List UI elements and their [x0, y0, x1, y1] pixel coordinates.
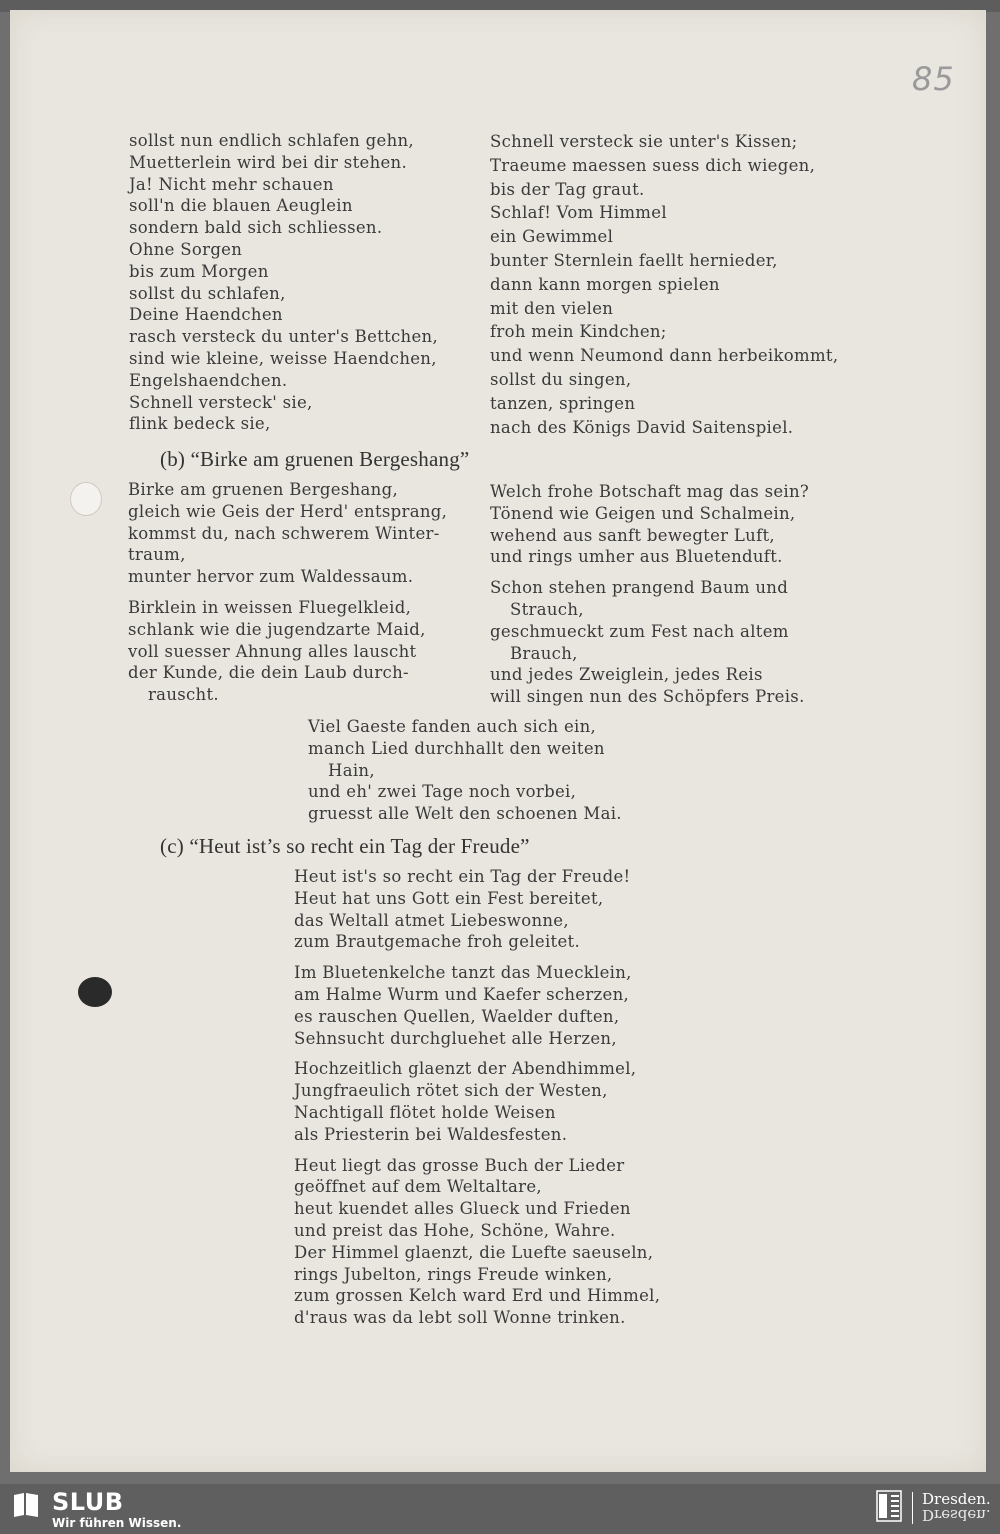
verse-line: Brauch, — [510, 643, 578, 663]
verse-line: bis zum Morgen — [129, 261, 269, 281]
verse-line: Schlaf! Vom Himmel — [490, 203, 667, 223]
verse-line: dann kann morgen spielen — [490, 274, 720, 294]
verse-line: und eh' zwei Tage noch vorbei, — [308, 782, 577, 802]
verse-line: Nachtigall flötet holde Weisen — [294, 1102, 556, 1122]
verse-line: Hain, — [328, 760, 375, 780]
verse-line: Schnell versteck sie unter's Kissen; — [490, 132, 798, 151]
verse-line: am Halme Wurm und Kaefer scherzen, — [294, 984, 630, 1004]
verse-line: voll suesser Ahnung alles lauscht — [128, 641, 417, 661]
section-b-heading: (b) “Birke am gruenen Bergeshang” — [160, 447, 470, 471]
section-b-left-column — [128, 479, 447, 706]
slub-tagline: Wir führen Wissen. — [52, 1516, 182, 1530]
verse-line: sollst du schlafen, — [129, 283, 286, 303]
verse-line: traum, — [128, 545, 186, 565]
verse-line: Deine Haendchen — [129, 305, 283, 325]
dresden-wordmark-mirror: Dresden. — [922, 1506, 991, 1524]
verse-line: Schnell versteck' sie, — [129, 392, 313, 412]
footer-bar — [0, 1484, 1000, 1534]
punch-hole-lower — [78, 977, 112, 1007]
verse-line: munter hervor zum Waldessaum. — [128, 567, 414, 587]
verse-line: Jungfraeulich rötet sich der Westen, — [294, 1081, 608, 1101]
verse-line: manch Lied durchhallt den weiten — [308, 738, 605, 758]
verse-line: bunter Sternlein faellt hernieder, — [490, 250, 778, 270]
verse-line: und rings umher aus Bluetenduft. — [490, 547, 783, 567]
document-page — [10, 10, 986, 1472]
verse-line: wehend aus sanft bewegter Luft, — [490, 525, 775, 545]
verse-line: der Kunde, die dein Laub durch- — [128, 663, 409, 683]
verse-line: nach des Königs David Saitenspiel. — [490, 417, 794, 437]
verse-line: rauscht. — [148, 685, 219, 705]
verse-line: Traeume maessen suess dich wiegen, — [490, 155, 816, 175]
verse-line: ein Gewimmel — [490, 227, 614, 247]
verse-line: kommst du, nach schwerem Winter- — [128, 523, 440, 543]
slub-name: SLUB — [52, 1488, 124, 1516]
dresden-wordmark: Dresden. — [922, 1490, 991, 1508]
verse-line: Muetterlein wird bei dir stehen. — [129, 152, 408, 172]
verse-line: froh mein Kindchen; — [490, 322, 667, 342]
verse-line: geöffnet auf dem Weltaltare, — [294, 1177, 542, 1197]
verse-line: d'raus was da lebt soll Wonne trinken. — [294, 1308, 626, 1328]
verse-line: Birklein in weissen Fluegelkleid, — [128, 597, 412, 617]
verse-line: es rauschen Quellen, Waelder duften, — [294, 1006, 620, 1026]
verse-line: Welch frohe Botschaft mag das sein? — [490, 482, 810, 501]
verse-line: will singen nun des Schöpfers Preis. — [490, 687, 805, 707]
verse-line: rings Jubelton, rings Freude winken, — [294, 1264, 613, 1284]
verse-line: und preist das Hohe, Schöne, Wahre. — [294, 1220, 616, 1240]
verse-line: Ohne Sorgen — [129, 239, 243, 259]
page-number: 85 — [912, 60, 955, 98]
lullaby-left-column — [129, 130, 438, 435]
verse-line: geschmueckt zum Fest nach altem — [490, 621, 789, 641]
verse-line: Sehnsucht durchgluehet alle Herzen, — [294, 1028, 617, 1048]
verse-line: Ja! Nicht mehr schauen — [129, 174, 334, 194]
verse-line: schlank wie die jugendzarte Maid, — [128, 619, 426, 639]
verse-line: sondern bald sich schliessen. — [129, 218, 383, 238]
verse-line: gruesst alle Welt den schoenen Mai. — [308, 804, 622, 824]
verse-line: sind wie kleine, weisse Haendchen, — [129, 348, 437, 368]
section-c-stanzas — [294, 866, 660, 1329]
section-c-heading: (c) “Heut ist’s so recht ein Tag der Freude” — [160, 834, 530, 858]
footer-divider — [912, 1492, 913, 1524]
dresden-coat-of-arms-icon — [876, 1490, 902, 1524]
verse-line: tanzen, springen — [490, 393, 636, 413]
verse-line: heut kuendet alles Glueck und Frieden — [294, 1199, 631, 1219]
verse-line: Heut liegt das grosse Buch der Lieder — [294, 1155, 625, 1175]
verse-line: mit den vielen — [490, 298, 614, 318]
verse-line: soll'n die blauen Aeuglein — [129, 196, 353, 216]
verse-line: als Priesterin bei Waldesfesten. — [294, 1124, 568, 1144]
verse-line: Der Himmel glaenzt, die Luefte saeuseln, — [294, 1242, 654, 1262]
verse-line: Heut ist's so recht ein Tag der Freude! — [294, 867, 631, 886]
verse-line: und jedes Zweiglein, jedes Reis — [490, 665, 763, 685]
verse-line: Im Bluetenkelche tanzt das Muecklein, — [294, 963, 632, 983]
verse-line: gleich wie Geis der Herd' entsprang, — [128, 501, 448, 521]
verse-line: zum Brautgemache froh geleitet. — [294, 932, 581, 952]
section-b-center-stanza — [308, 716, 622, 825]
verse-line: zum grossen Kelch ward Erd und Himmel, — [294, 1286, 661, 1306]
verse-line: das Weltall atmet Liebeswonne, — [294, 910, 569, 930]
verse-line: Strauch, — [510, 599, 584, 619]
verse-line: und wenn Neumond dann herbeikommt, — [490, 346, 839, 366]
verse-line: Hochzeitlich glaenzt der Abendhimmel, — [294, 1059, 637, 1079]
verse-line: Schon stehen prangend Baum und — [490, 578, 789, 598]
verse-line: Heut hat uns Gott ein Fest bereitet, — [294, 888, 604, 908]
verse-line: sollst du singen, — [490, 369, 632, 389]
verse-line: Birke am gruenen Bergeshang, — [128, 480, 398, 499]
verse-line: sollst nun endlich schlafen gehn, — [129, 131, 414, 150]
slub-logo-icon — [12, 1492, 40, 1518]
verse-line: Engelshaendchen. — [129, 370, 288, 390]
verse-line: rasch versteck du unter's Bettchen, — [129, 327, 438, 347]
section-b-right-column — [490, 481, 809, 708]
punch-hole-upper — [70, 482, 102, 516]
lullaby-right-column — [490, 130, 838, 439]
verse-line: Tönend wie Geigen und Schalmein, — [490, 503, 796, 523]
verse-line: bis der Tag graut. — [490, 179, 645, 199]
verse-line: Viel Gaeste fanden auch sich ein, — [308, 717, 597, 736]
verse-line: flink bedeck sie, — [129, 414, 271, 434]
